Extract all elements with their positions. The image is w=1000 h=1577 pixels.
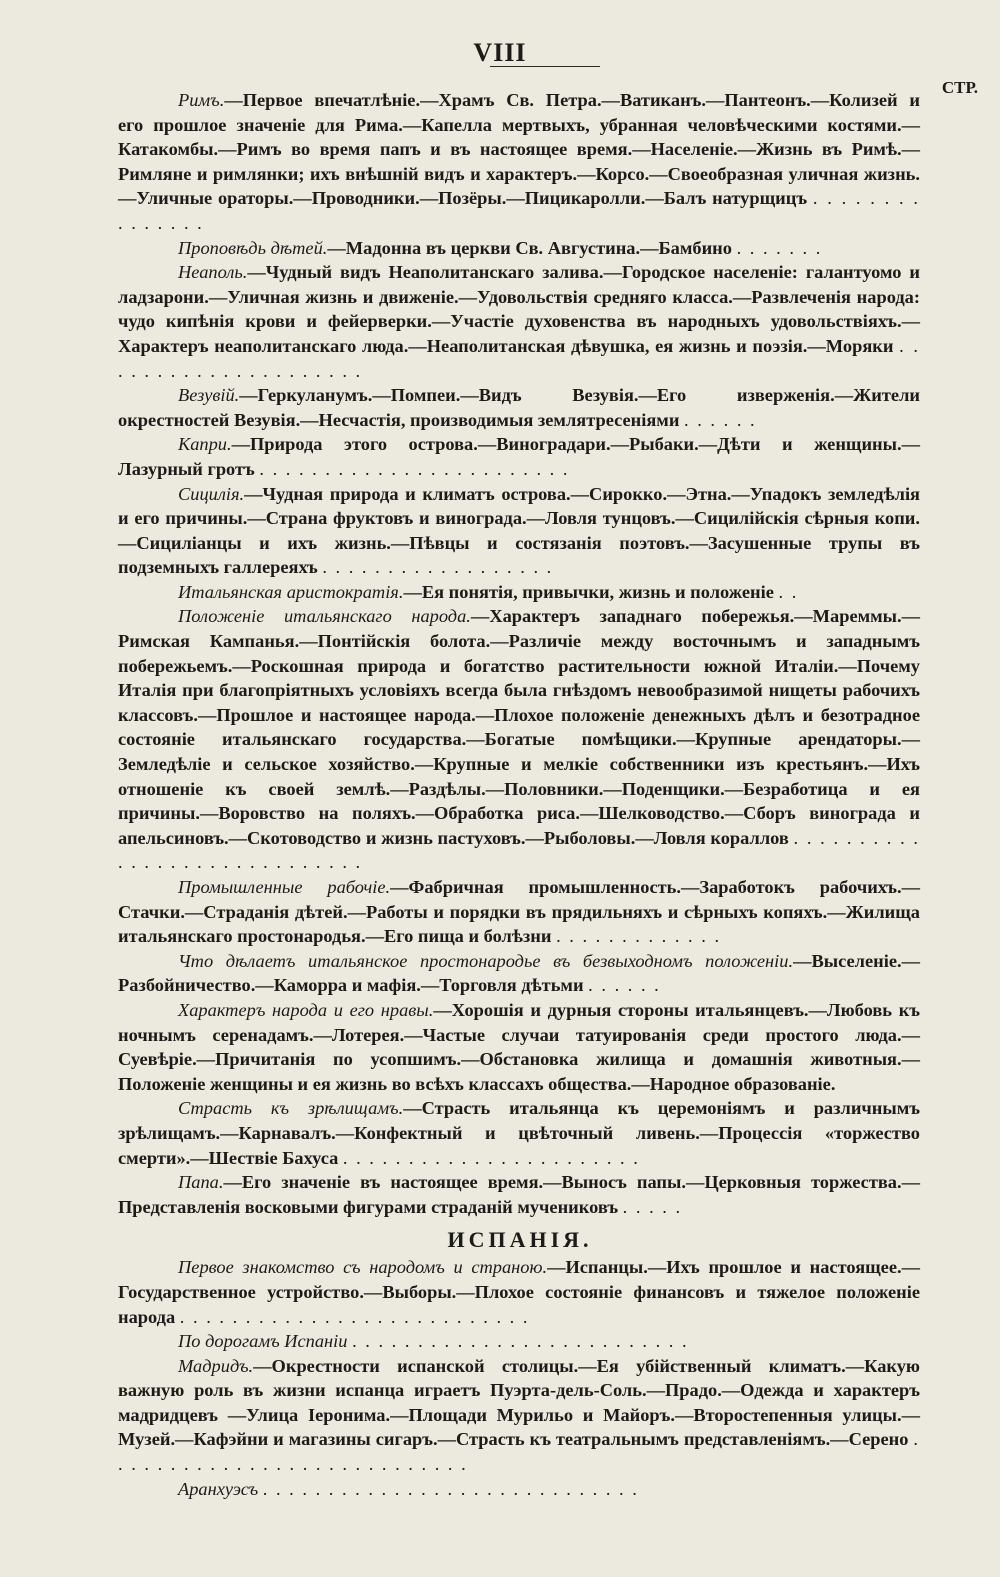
- toc-entry-leader-dots: . . . . .: [622, 1196, 683, 1217]
- toc-entry-title: Мадридъ.: [178, 1355, 254, 1376]
- toc-entry-leader-dots: . . . . . . . . . . . . . . . . . . . . . . . . . . . . .: [118, 827, 921, 873]
- toc-entry-title: Римъ.: [178, 90, 225, 110]
- toc-entry: [118, 1477, 920, 1502]
- toc-entry-text: —Его значеніе въ настоящее время.—Выносъ папы.—Церковныя торжества.—Представленія восковыми фигурами страданій мучениковъ: [118, 1172, 920, 1217]
- toc-entry-text: —Выселеніе.—Разбойничество.—Каморра и мафія.—Торговля дѣтьми: [118, 950, 920, 996]
- toc-entry-text: —Первое впечатлѣніе.—Храмъ Св. Петра.—Ватиканъ.—Пантеонъ.—Колизей и его прошлое значеніе для Рима.—Капелла мертвыхъ, убранная человѣческими костями.—Катакомбы.—Римъ во время папъ и въ настоящее время.—Населеніе.—Жизнь въ Римѣ.—Римляне и римлянки; ихъ внѣшній видъ и характеръ.—Корсо.—Своеобразная уличная жизнь.—Уличные ораторы.—Проводники.—Позёры.—Пицикаролли.—Балъ натурщицъ: [118, 90, 920, 209]
- toc-entry-text: —Чудный видъ Неаполитанскаго залива.—Городское населеніе: галантуомо и ладзарони.—Уличная жизнь и движеніе.—Удовольствія средняго класса.—Развлеченія народа: чудо кипѣнія крови и фейерверки.—Участіе духовенства въ народныхъ удовольствіяхъ.—Характеръ неаполитанскаго люда.—Неаполитанская дѣвушка, ея жизнь и поэзія.—Моряки: [118, 262, 920, 356]
- toc-entry-text: —Природа этого острова.—Виноградари.—Рыбаки.—Дѣти и женщины.—Лазурный гротъ: [118, 434, 920, 479]
- toc-entry-text: —Испанцы.—Ихъ прошлое и настоящее.—Государственное устройство.—Выборы.—Плохое состояніе финансовъ и тяжелое положеніе народа: [118, 1257, 920, 1327]
- toc-entry-leader-dots: . . . . . . . . . . . . . . . . . . . . . . . .: [259, 458, 570, 479]
- toc-entry-text: —Страсть итальянца къ церемоніямъ и различнымъ зрѣлищамъ.—Карнавалъ.—Конфектный и цвѣточный ливень.—Процессія «торжество смерти».—Шествіе Бахуса: [118, 1098, 920, 1168]
- toc-entry-text: —Ея понятія, привычки, жизнь и положеніе: [403, 581, 774, 602]
- toc-entry-title: Промышленные рабочіе.: [178, 877, 391, 897]
- toc-entry-title: Страсть къ зрѣлищамъ.: [178, 1098, 404, 1119]
- toc-entry-title: Неаполь.: [178, 262, 248, 283]
- toc-entry-leader-dots: . . . . . . . . . . . . . . . . . . . . .: [118, 335, 920, 381]
- toc-entry-title: По дорогамъ Испаніи: [178, 1331, 348, 1352]
- toc-entry-leader-dots: . . . . . . . . . . . . . . . . . . . . . . . . . . .: [179, 1306, 530, 1327]
- toc-entry-title: Сицилія.: [178, 483, 245, 504]
- page-number: VIII: [473, 38, 527, 67]
- page-column-label: СТР.: [941, 78, 978, 97]
- toc-entry-leader-dots: . . . . . .: [588, 975, 661, 996]
- toc-entry-title: Первое знакомство съ народомъ и страною.: [178, 1257, 548, 1278]
- toc-entry-title: Итальянская аристократія.: [178, 581, 404, 602]
- toc-entry-title: Проповѣдь дѣтей.: [178, 237, 328, 258]
- toc-entry-text: —Хорошія и дурныя стороны итальянцевъ.—Любовь къ ночнымъ серенадамъ.—Лотерея.—Частые случаи татуированія среди простого люда.—Суевѣріе.—Причитанія по усопшимъ.—Обстановка жилища и домашнія животныя.—Положеніе женщины и ея жизнь во всѣхъ классахъ общества.—Народное образованіе.: [118, 999, 921, 1094]
- toc-entry-leader-dots: . . . . . . . . . . . . . . . . . . . . . . . . . . . .: [118, 1429, 920, 1475]
- table-of-contents: [0, 88, 1000, 1501]
- toc-entry-text: —Мадонна въ церкви Св. Августина.—Бамбино: [327, 237, 732, 258]
- toc-entry-text: —Окрестности испанской столицы.—Ея убійственный климатъ.—Какую важную роль въ жизни испанца играетъ Пуэрта-дель-Соль.—Прадо.—Одежда и характеръ мадридцевъ —Улица Іеронима.—Площади Мурильо и Майоръ.—Второстепенныя улицы.—Музей.—Кафэйни и магазины сигаръ.—Страсть къ театральнымъ представленіямъ.—Серено: [118, 1355, 920, 1450]
- toc-entry-title: Характеръ народа и его нравы.: [178, 999, 434, 1020]
- toc-entry-title: Везувій.: [178, 385, 240, 406]
- toc-entry-leader-dots: . . . . . .: [684, 409, 757, 430]
- toc-entry-text: —Фабричная промышленность.—Заработокъ рабочихъ.—Стачки.—Страданія дѣтей.—Работы и порядки въ прядильняхъ и сѣрныхъ копяхъ.—Жилища итальянскаго простонародья.—Его пища и болѣзни: [118, 877, 920, 947]
- toc-entry-title: Что дѣлаетъ итальянское простонародье въ безвыходномъ положеніи.: [178, 950, 794, 971]
- toc-entry-title: Положеніе итальянскаго народа.: [178, 606, 471, 627]
- toc-entry-text: —Геркуланумъ.—Помпеи.—Видъ Везувія.—Его изверженія.—Жители окрестностей Везувія.—Несчастія, производимыя землятресеніями: [118, 385, 920, 430]
- toc-entry-title: Капри.: [178, 434, 232, 455]
- toc-entry-title: Аранхуэсъ: [178, 1478, 259, 1499]
- toc-entry-text: —Характеръ западнаго побережья.—Мареммы.—Римская Кампанья.—Понтійскія болота.—Различіе между восточнымъ и западнымъ побережьемъ.—Роскошная природа и богатство растительности южной Италіи.—Почему Италія при благопріятныхъ условіяхъ всегда была гнѣздомъ невообразимой нищеты рабочихъ классовъ.—Прошлое и настоящее народа.—Плохое положеніе денежныхъ дѣлъ и безотрадное состояніе итальянскаго государства.—Богатые помѣщики.—Крупные арендаторы.—Земледѣліе и сельское хозяйство.—Крупные и мелкіе собственники изъ крестьянъ.—Ихъ отношеніе къ своей землѣ.—Раздѣлы.—Половники.—Поденщики.—Безработица и ея причины.—Воровство на поляхъ.—Обработка риса.—Шелководство.—Сборъ винограда и апельсиновъ.—Скотоводство и жизнь пастуховъ.—Рыболовы.—Ловля кораллов: [118, 606, 921, 848]
- toc-entry-text: —Чудная природа и климатъ острова.—Сирокко.—Этна.—Упадокъ земледѣлія и его причины.—Страна фруктовъ и винограда.—Ловля тунцовъ.—Сицилійскія сѣрныя копи.—Сициліанцы и ихъ жизнь.—Пѣвцы и состязанія поэтовъ.—Засушенные трупы въ подземныхъ галлереяхъ: [118, 483, 920, 578]
- toc-entry-title: Папа.: [178, 1172, 224, 1193]
- toc-entries-spain: [0, 1255, 1000, 1501]
- toc-entry-leader-dots: . .: [778, 581, 799, 602]
- toc-entry-leader-dots: . . . . . . . . . . . . . . . . . . . . . . . . . .: [352, 1331, 689, 1352]
- toc-entry-leader-dots: . . . . . . . . . . . . . . . . . . . . . . . . . . . . .: [262, 1478, 639, 1499]
- toc-entry-leader-dots: . . . . . . . . . . . . . . . . . .: [322, 557, 554, 578]
- toc-entry-leader-dots: . . . . . . . . . . . . . . . . . . . . . . .: [342, 1147, 640, 1168]
- toc-entry-leader-dots: . . . . . . . . . . . . . . .: [118, 188, 920, 233]
- toc-entry-leader-dots: . . . . . . .: [736, 237, 823, 258]
- section-heading-spain: ИСПАНІЯ.: [447, 1227, 593, 1253]
- toc-entry-leader-dots: . . . . . . . . . . . . .: [556, 926, 722, 947]
